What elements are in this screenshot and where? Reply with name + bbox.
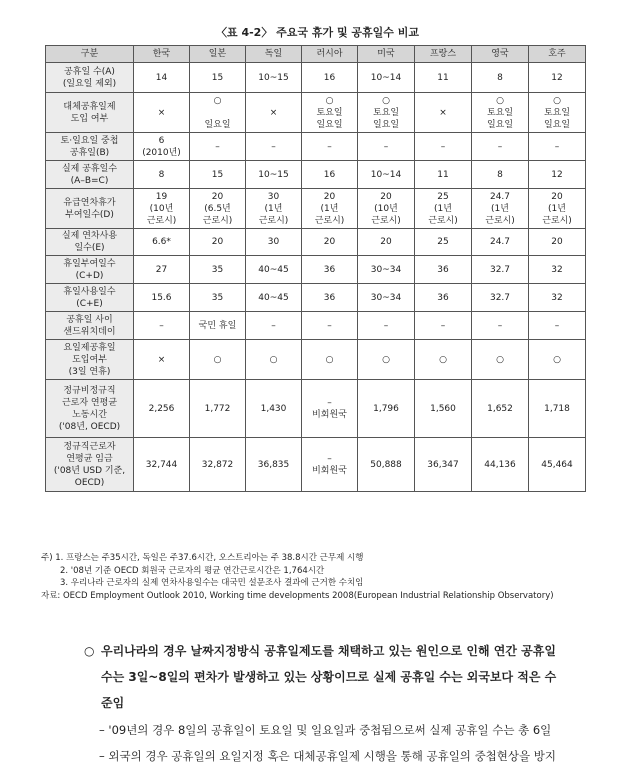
table-cell: 11 [415, 63, 472, 93]
table-cell: ○ [246, 340, 302, 380]
table-cell: – [190, 133, 246, 161]
row-label: 실제 연차사용 일수(E) [46, 229, 134, 256]
bullet-item: – '09년의 경우 8일의 공휴일이 토요일 및 일요일과 중첩됨으로써 실제 공휴일 수는 총 6일 [99, 723, 552, 737]
table-cell: – 비회원국 [302, 380, 358, 438]
table-cell: ○ 토요일 일요일 [529, 93, 586, 133]
table-cell: – [246, 133, 302, 161]
header-cell: 미국 [358, 46, 415, 63]
table-cell: – [472, 312, 529, 340]
table-cell: 1,772 [190, 380, 246, 438]
table-cell: – [302, 133, 358, 161]
table-cell: 50,888 [358, 438, 415, 492]
row-label: 요일제공휴일 도입여부 (3일 연휴) [46, 340, 134, 380]
table-cell: 32,872 [190, 438, 246, 492]
table-cell: 1,652 [472, 380, 529, 438]
table-cell: 36,835 [246, 438, 302, 492]
note-line: 3. 우리나라 근로자의 실제 연차사용일수는 대국민 설문조사 결과에 근거한 수치임 [60, 578, 364, 589]
table-row [46, 63, 586, 93]
table-cell: 30~34 [358, 284, 415, 312]
row-label: 대체공휴일제 도입 여부 [46, 93, 134, 133]
paragraph-line: 우리나라의 경우 날짜지정방식 공휴일제도를 채택하고 있는 원인으로 인해 연간 공휴일 [101, 644, 556, 658]
table-cell: 8 [472, 161, 529, 189]
table-cell: 24.7 (1년 근로시) [472, 189, 529, 229]
table-cell: 16 [302, 161, 358, 189]
table-cell: ○ [472, 340, 529, 380]
table-cell: 15 [190, 63, 246, 93]
note-line: 2. '08년 기준 OECD 회원국 근로자의 평균 연간근로시간은 1,764시간 [60, 565, 325, 576]
header-cell: 한국 [134, 46, 190, 63]
table-cell: ○ [529, 340, 586, 380]
table-cell: 44,136 [472, 438, 529, 492]
table-cell: – [358, 312, 415, 340]
table-cell: 35 [190, 284, 246, 312]
table-cell: 1,430 [246, 380, 302, 438]
table-cell: – [472, 133, 529, 161]
table-title: 〈표 4-2〉 주요국 휴가 및 공휴일수 비교 [216, 26, 419, 39]
table-cell: × [415, 93, 472, 133]
table-cell: 15 [190, 161, 246, 189]
table-cell: 1,560 [415, 380, 472, 438]
table-cell: 25 (1년 근로시) [415, 189, 472, 229]
table-cell: 25 [415, 229, 472, 256]
table-row [46, 133, 586, 161]
table-cell: 20 [190, 229, 246, 256]
table-cell: – [246, 312, 302, 340]
table-cell: 15.6 [134, 284, 190, 312]
table-cell: ○ 토요일 일요일 [302, 93, 358, 133]
row-label: 유급연차휴가 부여일수(D) [46, 189, 134, 229]
table-cell: 24.7 [472, 229, 529, 256]
table-cell: ○ [358, 340, 415, 380]
table-cell: 1,796 [358, 380, 415, 438]
table-cell: ○ [190, 340, 246, 380]
table-cell: – [529, 133, 586, 161]
row-label: 공휴일 수(A) (일요일 제외) [46, 63, 134, 93]
table-row [46, 256, 586, 284]
table-cell: 8 [472, 63, 529, 93]
table-cell: × [134, 340, 190, 380]
table-row [46, 93, 586, 133]
row-label: 휴일부여일수 (C+D) [46, 256, 134, 284]
table-cell: 32.7 [472, 284, 529, 312]
header-cell: 구분 [46, 46, 134, 63]
table-cell: × [246, 93, 302, 133]
table-cell: 20 (1년 근로시) [302, 189, 358, 229]
table-cell: – [358, 133, 415, 161]
table-cell: 1,718 [529, 380, 586, 438]
header-cell: 일본 [190, 46, 246, 63]
table-cell: 20 [358, 229, 415, 256]
table-cell: 30 [246, 229, 302, 256]
table-cell: 10~14 [358, 161, 415, 189]
table-cell: 36 [415, 284, 472, 312]
table-cell: 36 [302, 256, 358, 284]
table-cell: 35 [190, 256, 246, 284]
row-label: 정규직근로자 연평균 임금 ('08년 USD 기준, OECD) [46, 438, 134, 492]
table-cell: 10~14 [358, 63, 415, 93]
table-cell: ○ [302, 340, 358, 380]
table-cell: 11 [415, 161, 472, 189]
table-row [46, 284, 586, 312]
row-label: 정규비정규직 근로자 연평균 노동시간 ('08년, OECD) [46, 380, 134, 438]
table-row [46, 312, 586, 340]
table-cell: – [302, 312, 358, 340]
table-cell: 국민 휴일 [190, 312, 246, 340]
table-cell: 19 (10년 근로시) [134, 189, 190, 229]
header-cell: 영국 [472, 46, 529, 63]
main-paragraph [84, 638, 594, 716]
table-cell: ○ 토요일 일요일 [358, 93, 415, 133]
table-cell: 6 (2010년) [134, 133, 190, 161]
bullet-item: – 외국의 경우 공휴일의 요일지정 혹은 대체공휴일제 시행을 통해 공휴일의 중첩현상을 방지 [99, 749, 556, 763]
table-cell: – [415, 133, 472, 161]
table-cell: ○ 일요일 [190, 93, 246, 133]
header-cell: 독일 [246, 46, 302, 63]
table-row [46, 189, 586, 229]
table-cell: 20 (10년 근로시) [358, 189, 415, 229]
table-cell: 12 [529, 63, 586, 93]
table-cell: 36 [415, 256, 472, 284]
paragraph-line: 수는 3일~8일의 편차가 발생하고 있는 상황이므로 실제 공휴일 수는 외국보다 적은 수 [101, 670, 557, 684]
table-cell: 40~45 [246, 256, 302, 284]
header-cell: 프랑스 [415, 46, 472, 63]
table-header-row [46, 46, 586, 63]
table-cell: 32 [529, 256, 586, 284]
table-cell: – [529, 312, 586, 340]
table-cell: 20 (6.5년 근로시) [190, 189, 246, 229]
table-cell: – 비회원국 [302, 438, 358, 492]
row-label: 실제 공휴일수 (A–B=C) [46, 161, 134, 189]
table-cell: 12 [529, 161, 586, 189]
table-cell: 20 [302, 229, 358, 256]
source-line: 자료: OECD Employment Outlook 2010, Working time developments 2008(European Industrial Relationship Observatory) [41, 590, 554, 601]
table-cell: 8 [134, 161, 190, 189]
table-cell: 30 (1년 근로시) [246, 189, 302, 229]
circle-marker: ○ [84, 644, 95, 658]
table-row [46, 161, 586, 189]
row-label: 휴일사용일수 (C+E) [46, 284, 134, 312]
header-cell: 호주 [529, 46, 586, 63]
table-cell: – [134, 312, 190, 340]
table-cell: 10~15 [246, 161, 302, 189]
row-label: 공휴일 사이 샌드위치데이 [46, 312, 134, 340]
table-cell: 32 [529, 284, 586, 312]
table-cell: 10~15 [246, 63, 302, 93]
table-cell: – [415, 312, 472, 340]
table-cell: ○ 토요일 일요일 [472, 93, 529, 133]
table-cell: 45,464 [529, 438, 586, 492]
table-cell: ○ [415, 340, 472, 380]
table-row [46, 340, 586, 380]
table-cell: 2,256 [134, 380, 190, 438]
table-cell: × [134, 93, 190, 133]
paragraph-line: 준임 [101, 696, 125, 710]
table-cell: 32.7 [472, 256, 529, 284]
table-cell: 32,744 [134, 438, 190, 492]
table-row [46, 438, 586, 492]
note-line: 주) 1. 프랑스는 주35시간, 독일은 주37.6시간, 오스트리아는 주 38.8시간 근무제 시행 [41, 553, 364, 563]
table-cell: 36 [302, 284, 358, 312]
row-label: 토·일요일 중첩 공휴일(B) [46, 133, 134, 161]
table-cell: 36,347 [415, 438, 472, 492]
table-cell: 14 [134, 63, 190, 93]
table-cell: 6.6* [134, 229, 190, 256]
table-cell: 27 [134, 256, 190, 284]
table-notes [41, 552, 601, 602]
table-cell: 40~45 [246, 284, 302, 312]
table-cell: 16 [302, 63, 358, 93]
table-cell: 30~34 [358, 256, 415, 284]
header-cell: 러시아 [302, 46, 358, 63]
holiday-comparison-table [45, 45, 586, 492]
table-row [46, 380, 586, 438]
table-row [46, 229, 586, 256]
table-cell: 20 (1년 근로시) [529, 189, 586, 229]
table-cell: 20 [529, 229, 586, 256]
